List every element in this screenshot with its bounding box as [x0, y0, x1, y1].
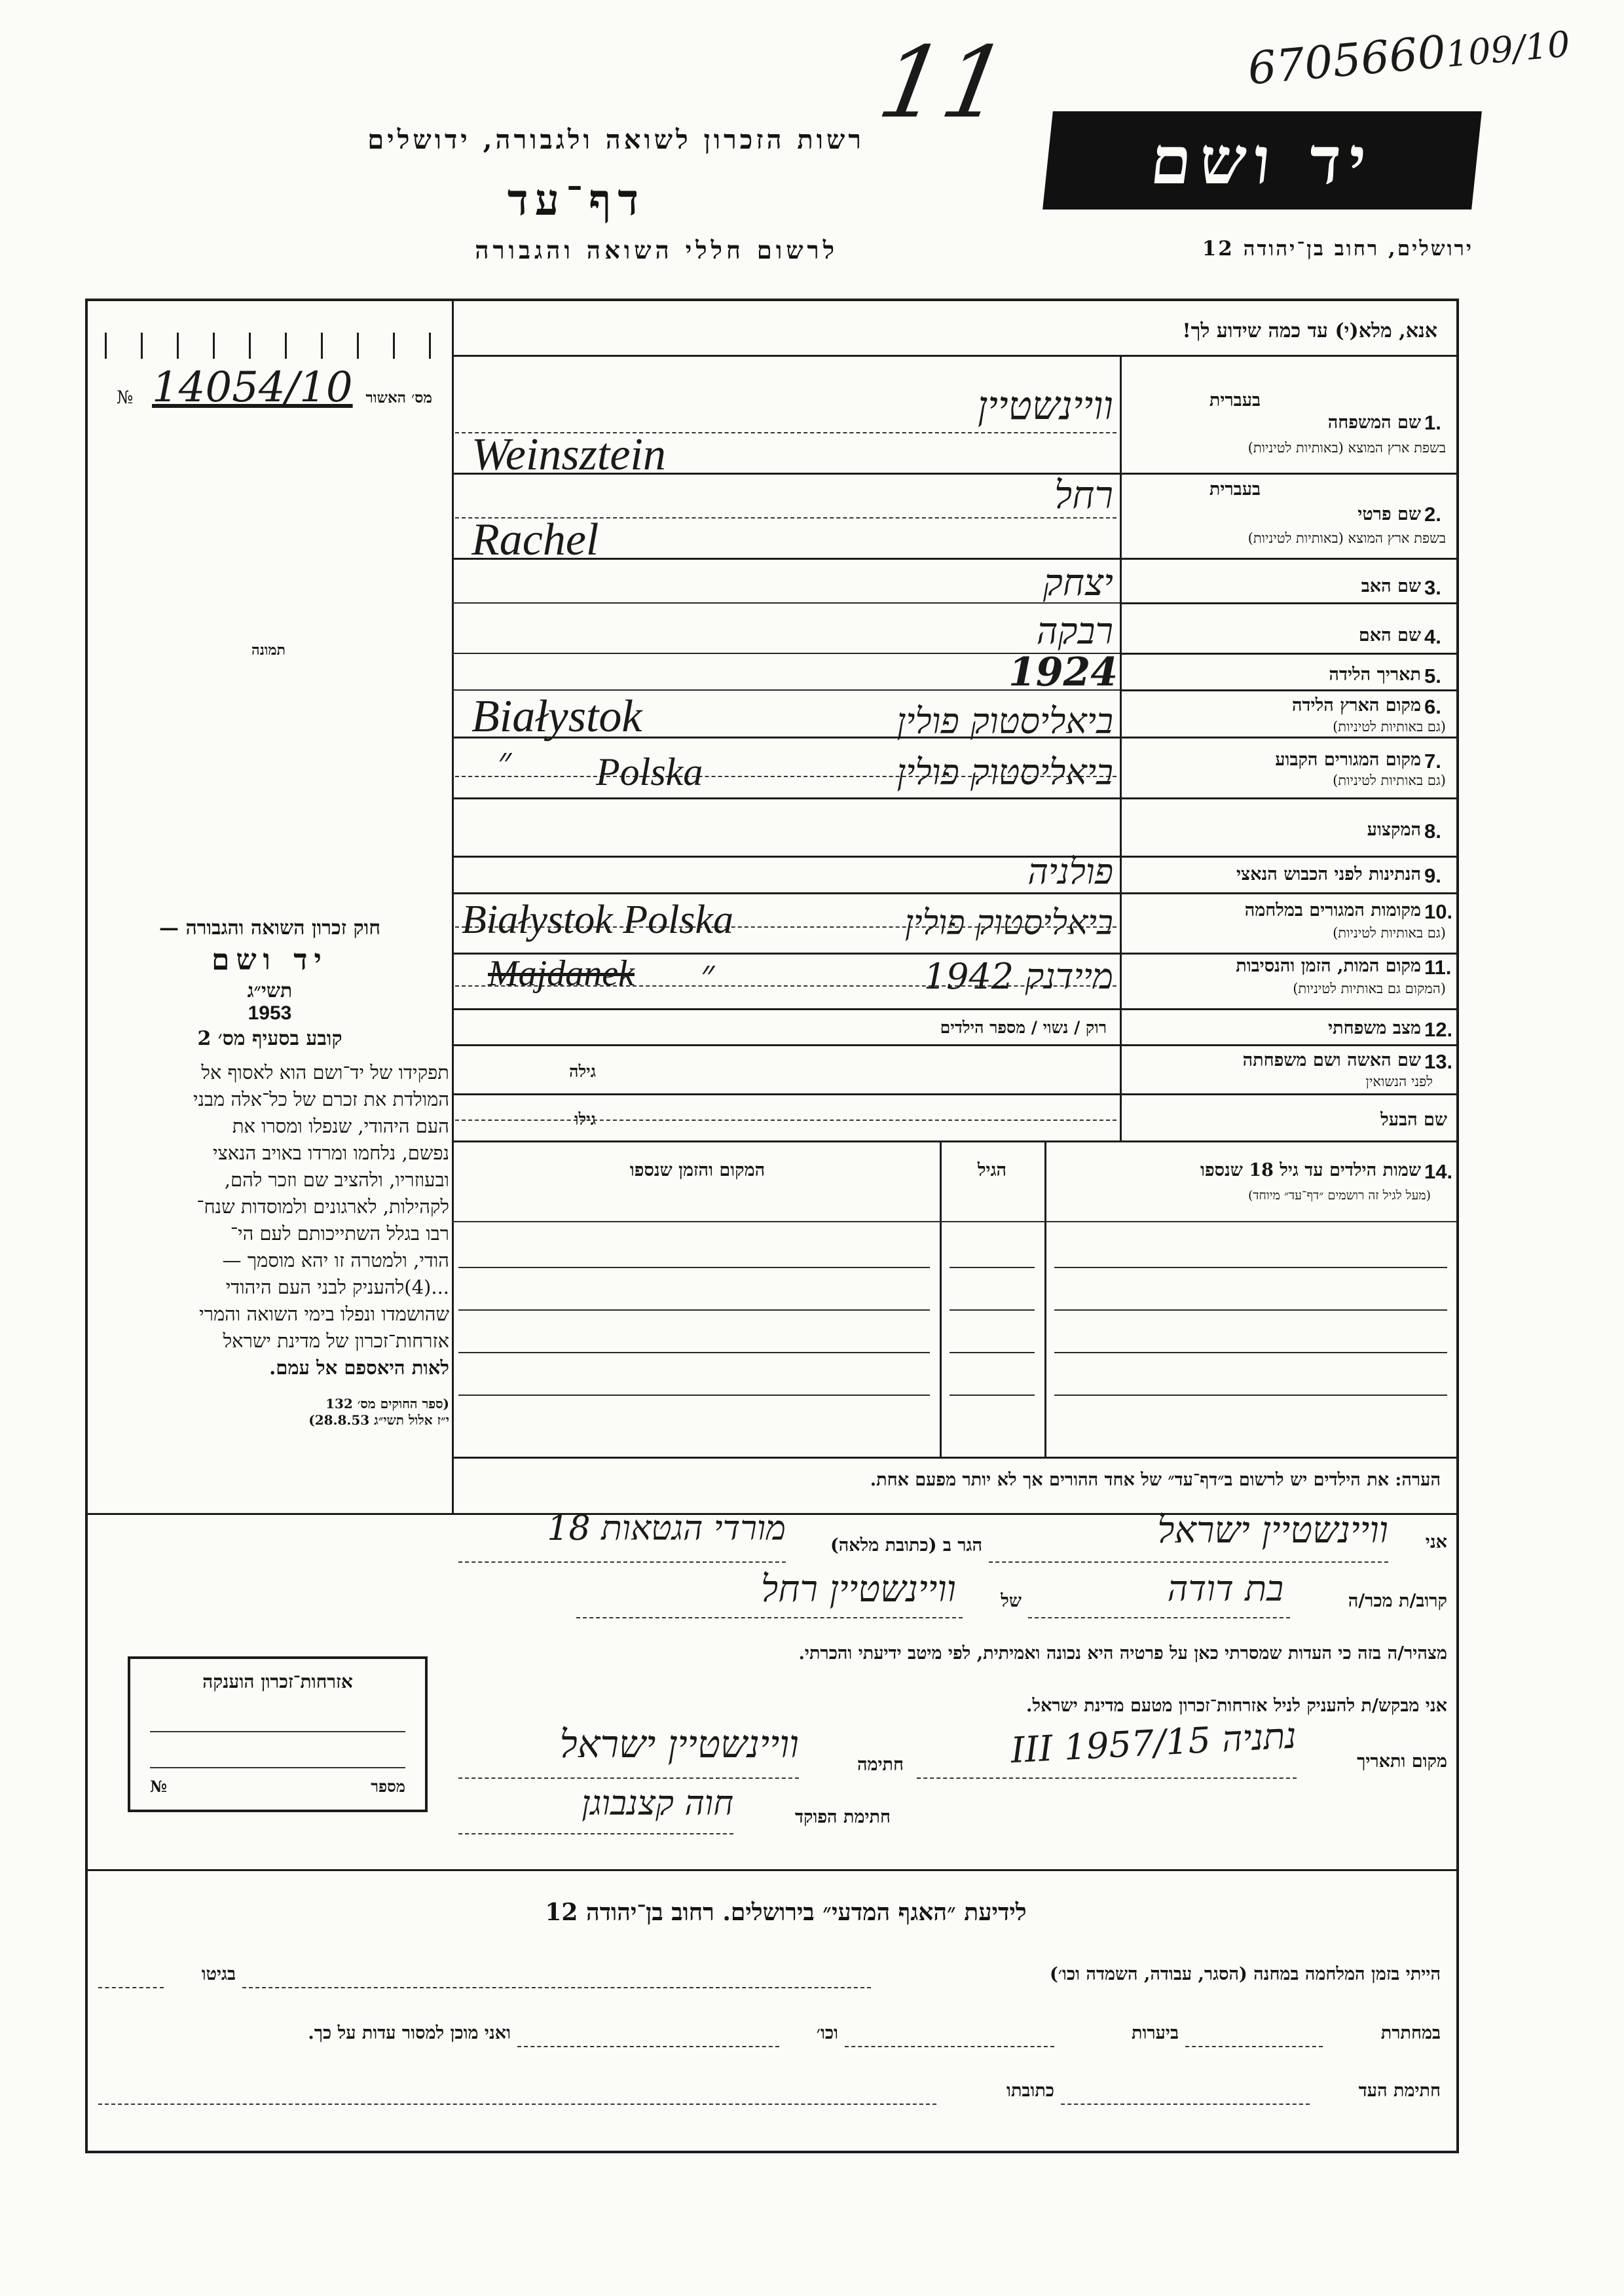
photo-label: תמונה: [251, 642, 286, 659]
law-line: ...(4)להעניק לבני העם היהודי: [225, 1276, 449, 1298]
residence-mark: ״: [498, 740, 512, 782]
ghetto-label: בגיטו: [201, 1964, 236, 1984]
field-number: 3.: [1424, 576, 1441, 599]
birth-date-value: 1924: [1008, 649, 1118, 695]
underground-label: במחתרת: [1380, 2023, 1441, 2043]
law-name: יד ושם: [212, 943, 328, 977]
nationality-value: פולניה: [1027, 851, 1113, 892]
field-number: 7.: [1424, 750, 1441, 773]
declaration-request: אני מבקש/ת להעניק לניל אזרחות־זכרון מטעם מדינת ישראל.: [1026, 1696, 1447, 1716]
residence-sub: (גם באותיות לטיניות): [1333, 773, 1446, 788]
resident-label: הגר ב (כתובת מלאה): [830, 1535, 982, 1556]
law-year-he: תשי״ג: [247, 979, 293, 1002]
surname-hebrew-value: וויינשטיין: [977, 383, 1113, 429]
camp-label: הייתי בזמן המלחמה במחנה (הסגר, עבודה, השמדה וכו׳): [1050, 1964, 1441, 1984]
mother-name-value: רבקה: [1036, 610, 1113, 653]
of-value: וויינשטיין רחל: [761, 1568, 956, 1611]
field-number: 1.: [1424, 411, 1441, 434]
wartime-residence-latin-value: Białystok Polska: [462, 898, 733, 942]
first-name-sub: בשפת ארץ המוצא (באותיות לטיניות): [1247, 530, 1446, 546]
hebrew-label-1: בעברית: [1209, 390, 1261, 410]
declarant-label: אני: [1425, 1532, 1447, 1552]
profession-label: המקצוע: [1367, 820, 1421, 840]
instruction-row-line: [452, 355, 1456, 357]
mother-name-label: שם האם: [1358, 625, 1421, 646]
form-title: דף־עד: [507, 174, 646, 225]
nationality-label: הנתינות לפני הכבוש הנאצי: [1236, 864, 1421, 884]
wartime-residence-hebrew-value: ביאליסטוק פולין: [904, 903, 1113, 943]
birth-place-label: מקום הארץ הלידה: [1292, 695, 1421, 716]
field-number: 8.: [1424, 820, 1441, 843]
citizenship-title: אזרחות־זכרון הוענקה: [202, 1671, 353, 1692]
witness-signature-label: חתימת העד: [1358, 2081, 1441, 2101]
hebrew-label-2: בעברית: [1209, 479, 1261, 500]
wartime-residence-label: מקומות המגורים במלחמה: [1244, 900, 1421, 920]
citizenship-number-label: מספר: [371, 1777, 405, 1796]
law-line: אזרחות־זכרון של מדינת ישראל: [223, 1330, 449, 1352]
declaration-statement: מצהיר/ה בזה כי העדות שמסרתי כאן על פרטיה היא נכונה ואמיתית, לפי מיטב ידיעתי והכרתי.: [798, 1643, 1447, 1664]
gazette-ref-1: (ספר החוקים מס׳ 132: [325, 1396, 449, 1412]
father-name-value: יצחק: [1043, 562, 1113, 604]
place-date-value: נתניה 15/III 1957: [1009, 1715, 1298, 1772]
wife-age-label: גילה: [569, 1062, 596, 1081]
left-column-divider: [452, 299, 454, 1513]
field-number: 11.: [1424, 956, 1452, 979]
wartime-residence-sub: (גם באותיות לטיניות): [1333, 925, 1446, 941]
relation-label: קרוב/ת מכר/ה: [1348, 1591, 1447, 1611]
witness-address-label: כתובתו: [1006, 2081, 1054, 2101]
field-number: 10.: [1424, 900, 1453, 923]
children-sub: (מעל לגיל זה רושמים ״דף־עד״ מיוחד): [1248, 1188, 1431, 1203]
death-place-mark: ״: [701, 953, 715, 995]
form-subtitle: לרשום חללי השואה והגבורה: [475, 236, 838, 264]
death-place-hebrew-value: מיידנק 1942: [923, 956, 1113, 997]
birth-place-latin-value: Białystok: [471, 691, 642, 742]
age-column-header: הגיל: [977, 1160, 1007, 1180]
law-line: המולדת את זכרם של כל־אלה מבני: [193, 1088, 449, 1110]
residence-latin-value: Polska: [596, 750, 703, 793]
approval-prefix: №: [117, 388, 134, 408]
gazette-ref-2: י״ז אלול תשי״ג 28.8.53): [308, 1412, 449, 1428]
surname-label: שם המשפחה: [1327, 412, 1421, 433]
citizenship-box: [128, 1656, 428, 1812]
law-line: שהושמדו ונפלו בימי השואה והמרי: [199, 1303, 449, 1325]
law-line: הודי, ולמטרה זו יהא מוסמך —: [222, 1249, 449, 1271]
law-line: לאות היאספם אל עמם.: [269, 1357, 449, 1379]
death-place-sub: (המקום גם באותיות לטיניות): [1293, 981, 1446, 996]
wife-name-sub: לפני הנשואין: [1365, 1074, 1433, 1089]
first-name-label: שם פרטי: [1357, 504, 1421, 524]
birth-place-sub: (גם באותיות לטיניות): [1333, 719, 1446, 735]
address-value: מורדי הגטאות 18: [547, 1509, 786, 1548]
field-number: 4.: [1424, 625, 1441, 648]
law-year: 1953: [248, 1002, 292, 1024]
field-number: 5.: [1424, 665, 1441, 687]
husband-age-label: גילו: [574, 1110, 596, 1129]
citizenship-number-prefix: №: [150, 1777, 168, 1796]
signature-label: חתימה: [857, 1755, 904, 1775]
first-name-hebrew-value: רחל: [1054, 473, 1113, 517]
birth-place-hebrew-value: ביאליסטוק פולין: [896, 701, 1113, 742]
address: ירושלים, רחוב בן־יהודה 12: [1202, 237, 1473, 261]
residence-label: מקום המגורים הקבוע: [1275, 750, 1421, 770]
field-number: 6.: [1424, 695, 1441, 718]
law-line: ובעוזריו, ולהציב שם וזכר להם,: [224, 1169, 449, 1191]
children-note: הערה: את הילדים יש לרשום ב״דף־עד״ של אחד ההורים אך לא יותר מפעם אחת.: [870, 1470, 1441, 1490]
field-number: 12.: [1424, 1018, 1453, 1041]
field-number: 2.: [1424, 503, 1441, 526]
law-line: לקהילות, לארגונים ולמוסדות שנח־: [196, 1195, 449, 1218]
logo-text: יד ושם: [1147, 122, 1378, 199]
law-line: נפשם, נלחמו ומרדו באויב הנאצי: [212, 1142, 449, 1164]
children-label: שמות הילדים עד גיל 18 שנספו: [1200, 1160, 1421, 1180]
institution-line: רשות הזכרון לשואה ולגבורה, ידושלים: [367, 124, 864, 155]
catalog-number: 6705660109/10: [1246, 23, 1572, 96]
law-line: רבו בגלל השתייכותם לעם הי־: [230, 1222, 449, 1245]
wife-name-label: שם האשה ושם משפחתה: [1242, 1050, 1421, 1070]
marital-status-options: רוק / נשוי / מספר הילדים: [940, 1018, 1107, 1037]
law-block: [90, 917, 449, 1429]
handwritten-mark: 11: [870, 26, 1016, 140]
father-name-label: שם האב: [1361, 576, 1421, 596]
law-line: תפקידו של יד־ושם הוא לאסוף אל: [201, 1061, 449, 1084]
approval-ticks: [105, 333, 432, 359]
forests-label: ביערות: [1131, 2023, 1179, 2043]
instruction: אנא, מלא(י) עד כמה שידוע לך!: [1182, 319, 1437, 342]
place-column-header: המקום והזמן שנספו: [629, 1160, 766, 1180]
field-number: 14.: [1424, 1160, 1453, 1183]
field-number: 13.: [1424, 1050, 1453, 1073]
law-title: חוק זכרון השואה והגבורה —: [159, 917, 380, 939]
bottom-title: לידיעת ״האגף המדעי״ בירושלים. רחוב בן־יהודה 12: [545, 1899, 1027, 1926]
first-name-latin-value: Rachel: [471, 515, 599, 565]
approval-number: 14054/10: [152, 363, 353, 412]
surname-latin-value: Weinsztein: [471, 429, 666, 480]
death-place-label: מקום המות, הזמן והנסיבות: [1236, 956, 1421, 976]
signature-value: וויינשטיין ישראל: [559, 1722, 799, 1766]
approval-label: מס׳ האשור: [365, 389, 432, 407]
place-date-label: מקום ותאריך: [1357, 1751, 1447, 1772]
testimony-willing-label: ואני מוכן למסור עדות על כך.: [308, 2023, 511, 2043]
official-signature-label: חתימת הפוקד: [795, 1807, 891, 1827]
law-line: העם היהודי, שנפלו ומסרו את: [232, 1115, 449, 1137]
declarant-value: וויינשטיין ישראל: [1157, 1509, 1388, 1552]
law-section: קובע בסעיף מס׳ 2: [197, 1027, 342, 1050]
etc-label: וכו׳: [816, 2023, 838, 2043]
birth-date-label: תאריך הלידה: [1329, 665, 1421, 685]
field-number: 9.: [1424, 864, 1441, 887]
of-label: של: [1001, 1591, 1022, 1611]
relation-value: בת דודה: [1167, 1568, 1283, 1609]
husband-label: שם הבעל: [1380, 1110, 1447, 1130]
surname-sub: בשפת ארץ המוצא (באותיות לטיניות): [1247, 440, 1446, 456]
yad-vashem-logo: [1043, 111, 1482, 210]
official-signature-value: חוה קצנבוגן: [581, 1784, 733, 1823]
residence-hebrew-value: ביאליסטוק פולין: [896, 752, 1113, 793]
marital-status-label: מצב משפחתי: [1328, 1018, 1421, 1038]
death-place-latin-value: Majdanek: [488, 953, 635, 994]
